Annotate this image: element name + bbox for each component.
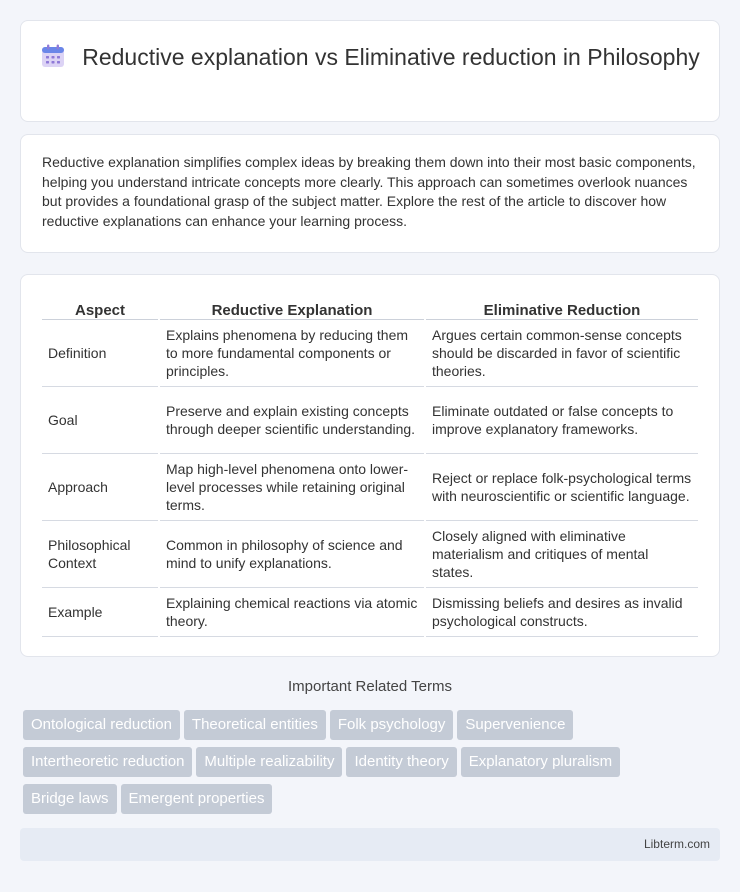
header-aspect: Aspect — [42, 295, 159, 319]
table-header-row — [42, 295, 698, 319]
row-reductive: Common in philosophy of science and mind to unify explanations. — [159, 520, 425, 587]
table-row — [42, 386, 698, 453]
footer-site-link[interactable]: Libterm.com — [643, 837, 710, 851]
header-eliminative-reduction: Eliminative Reduction — [425, 295, 698, 319]
intro-paragraph: Reductive explanation simplifies complex ideas by breaking them down into their most basic components, helping you understand intricate concepts more clearly. This approach can sometimes overlook nuances but provides a foundational grasp of the subject matter. Explore the rest of the article to discover how reductive explanations can enhance your learning process. — [42, 154, 696, 229]
row-aspect: Goal — [42, 386, 159, 453]
page-title-text: Reductive explanation vs Eliminative reduction in Philosophy — [82, 44, 700, 70]
row-reductive: Explains phenomena by reducing them to more fundamental components or principles. — [159, 319, 425, 386]
row-aspect: Example — [42, 587, 159, 636]
row-reductive: Preserve and explain existing concepts through deeper scientific understanding. — [159, 386, 425, 453]
tag-ontological-reduction[interactable]: Ontological reduction — [23, 710, 180, 740]
table-row — [42, 520, 698, 587]
row-reductive: Map high-level phenomena onto lower-level processes while retaining original terms. — [159, 453, 425, 520]
header-reductive-explanation: Reductive Explanation — [159, 295, 425, 319]
title-card — [20, 20, 720, 122]
page-title — [21, 43, 719, 72]
row-reductive: Explaining chemical reactions via atomic theory. — [159, 587, 425, 636]
row-aspect: Approach — [42, 453, 159, 520]
tag-identity-theory[interactable]: Identity theory — [346, 747, 456, 777]
comparison-card — [20, 274, 720, 657]
row-eliminative: Dismissing beliefs and desires as invalid psychological constructs. — [425, 587, 698, 636]
row-aspect: Philosophical Context — [42, 520, 159, 587]
tag-emergent-properties[interactable]: Emergent properties — [121, 784, 273, 814]
tag-multiple-realizability[interactable]: Multiple realizability — [196, 747, 342, 777]
tag-folk-psychology[interactable]: Folk psychology — [330, 710, 454, 740]
tag-theoretical-entities[interactable]: Theoretical entities — [184, 710, 326, 740]
row-eliminative: Argues certain common-sense concepts should be discarded in favor of scientific theories. — [425, 319, 698, 386]
table-row — [42, 319, 698, 386]
intro-card — [20, 134, 720, 253]
row-aspect: Definition — [42, 319, 159, 386]
calendar-icon — [40, 44, 66, 68]
table-row — [42, 587, 698, 636]
tag-supervenience[interactable]: Supervenience — [457, 710, 573, 740]
tag-intertheoretic-reduction[interactable]: Intertheoretic reduction — [23, 747, 192, 777]
footer — [20, 828, 720, 861]
related-terms-heading: Important Related Terms — [288, 678, 452, 695]
row-eliminative: Closely aligned with eliminative materialism and critiques of mental states. — [425, 520, 698, 587]
tag-bridge-laws[interactable]: Bridge laws — [23, 784, 117, 814]
table-row — [42, 453, 698, 520]
row-eliminative: Reject or replace folk-psychological terms with neuroscientific or scientific language. — [425, 453, 698, 520]
tag-explanatory-pluralism[interactable]: Explanatory pluralism — [461, 747, 620, 777]
related-terms-list — [23, 710, 703, 821]
comparison-table — [42, 295, 698, 637]
row-eliminative: Eliminate outdated or false concepts to improve explanatory frameworks. — [425, 386, 698, 453]
